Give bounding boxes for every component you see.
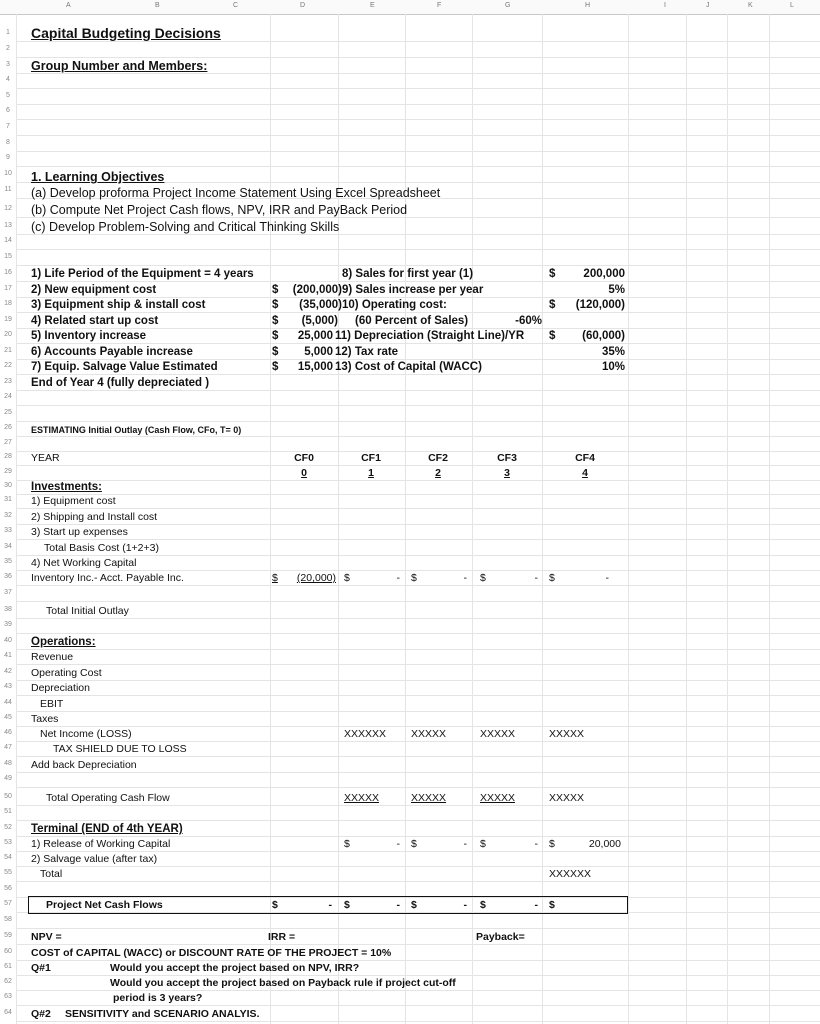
dollar-sign: $ (272, 315, 279, 327)
gridline (16, 539, 820, 540)
dollar-sign: $ (549, 268, 556, 280)
gridline (16, 265, 820, 266)
dollar-sign: $ (272, 361, 279, 373)
row-number[interactable]: 16 (4, 269, 12, 276)
row-number[interactable]: 44 (4, 699, 12, 706)
dollar-sign: $ (549, 572, 555, 584)
column-header-j[interactable]: J (706, 2, 710, 9)
row-number[interactable]: 61 (4, 963, 12, 970)
terminal-salvage: 2) Salvage value (after tax) (31, 853, 158, 865)
operations-revenue: Revenue (31, 651, 74, 663)
row-number[interactable]: 31 (4, 496, 12, 503)
gridline (16, 618, 820, 619)
row-number[interactable]: 48 (4, 760, 12, 767)
dollar-sign: $ (480, 899, 486, 911)
gridline (16, 664, 820, 665)
value-salvage[interactable]: 15,000 (297, 361, 333, 373)
row-number[interactable]: 23 (4, 378, 12, 385)
row-number[interactable]: 13 (4, 222, 12, 229)
operations-heading: Operations: (31, 636, 96, 648)
row-number[interactable]: 47 (4, 744, 12, 751)
net-cf2[interactable]: - (463, 899, 467, 911)
row-number[interactable]: 35 (4, 558, 12, 565)
project-net-cash-flows: Project Net Cash Flows (46, 899, 163, 911)
investment-shipping: 2) Shipping and Install cost (31, 511, 158, 523)
net-income-cf1[interactable]: XXXXXX (344, 728, 387, 740)
row-number[interactable]: 18 (4, 300, 12, 307)
gridline (16, 343, 820, 344)
cf4-header: CF4 (575, 452, 595, 464)
row-number[interactable]: 19 (4, 316, 12, 323)
group-members-label: Group Number and Members: (31, 59, 208, 73)
row-number[interactable]: 28 (4, 453, 12, 460)
question-2-label: Q#2 (31, 1008, 51, 1020)
objective-c: (c) Develop Problem-Solving and Critical Thinking Skills (31, 220, 340, 234)
release-cf1[interactable]: - (396, 838, 400, 850)
release-cf2[interactable]: - (463, 838, 467, 850)
dollar-sign: $ (272, 299, 279, 311)
investment-inventory-payable: Inventory Inc.- Acct. Payable Inc. (31, 572, 184, 584)
release-cf4[interactable]: 20,000 (588, 838, 621, 850)
payback-label: Payback= (476, 931, 525, 943)
gridline (16, 555, 820, 556)
operations-depreciation: Depreciation (31, 682, 90, 694)
year-1: 1 (368, 467, 374, 479)
row-number[interactable]: 41 (4, 652, 12, 659)
dollar-sign: $ (411, 899, 417, 911)
row-number[interactable]: 9 (6, 154, 10, 161)
gridline (16, 281, 820, 282)
value-startup-cost[interactable]: (5,000) (301, 315, 338, 327)
gridline (16, 787, 820, 788)
row-number[interactable]: 6 (6, 107, 10, 114)
row-number[interactable]: 51 (4, 808, 12, 815)
row-number[interactable]: 8 (6, 139, 10, 146)
question-2a: SENSITIVITY and SCENARIO ANALYIS. (65, 1008, 260, 1020)
operations-net-income: Net Income (LOSS) (40, 728, 132, 740)
value-inventory[interactable]: 25,000 (297, 330, 333, 342)
year-2: 2 (435, 467, 441, 479)
row-number[interactable]: 55 (4, 869, 12, 876)
gridline (16, 524, 820, 525)
input-operating-cost-note: (60 Percent of Sales) (355, 315, 469, 327)
value-equipment-cost[interactable]: (200,000) (292, 284, 342, 296)
dollar-sign: $ (549, 838, 555, 850)
row-number[interactable]: 57 (4, 900, 12, 907)
npv-label: NPV = (31, 931, 62, 943)
question-1a: Would you accept the project based on NPV, IRR? (110, 962, 360, 974)
row-number[interactable]: 58 (4, 916, 12, 923)
gridline (16, 649, 820, 650)
column-header-i[interactable]: I (664, 2, 666, 9)
nwc-cf1-value[interactable]: - (396, 572, 400, 584)
input-operating-cost: 10) Operating cost: (342, 299, 447, 311)
row-number[interactable]: 29 (4, 468, 12, 475)
nwc-cf0-value[interactable]: (20,000) (296, 572, 336, 584)
question-1c: period is 3 years? (113, 992, 203, 1004)
toc-cf1[interactable]: XXXXX (344, 792, 380, 804)
dollar-sign: $ (272, 284, 279, 296)
initial-outlay-heading-1: ESTIMATING (31, 425, 86, 435)
year-label: YEAR (31, 452, 60, 464)
terminal-heading: Terminal (END of 4th YEAR) (31, 823, 183, 835)
cf0-header: CF0 (294, 452, 314, 464)
row-number[interactable]: 59 (4, 932, 12, 939)
gridline (16, 695, 820, 696)
page-title: Capital Budgeting Decisions (31, 25, 221, 41)
column-header-c[interactable]: C (233, 2, 239, 9)
value-payable[interactable]: 5,000 (304, 346, 333, 358)
column-header-b[interactable]: B (155, 2, 160, 9)
toc-cf2[interactable]: XXXXX (411, 792, 447, 804)
gridline (16, 73, 820, 74)
row-number[interactable]: 40 (4, 637, 12, 644)
row-number[interactable]: 43 (4, 683, 12, 690)
investment-total-basis: Total Basis Cost (1+2+3) (44, 542, 159, 554)
value-sales-increase[interactable]: 5% (608, 284, 625, 296)
dollar-sign: $ (480, 838, 486, 850)
operations-ebit: EBIT (40, 698, 64, 710)
column-header-a[interactable]: A (66, 2, 71, 9)
gridline (16, 312, 820, 313)
row-number[interactable]: 46 (4, 729, 12, 736)
input-depreciation: 11) Depreciation (Straight Line)/YR (335, 330, 525, 342)
row-number[interactable]: 42 (4, 668, 12, 675)
row-number[interactable]: 33 (4, 527, 12, 534)
row-number[interactable]: 39 (4, 621, 12, 628)
gridline (16, 944, 820, 945)
gridline (16, 585, 820, 586)
row-number[interactable]: 32 (4, 512, 12, 519)
column-header-g[interactable]: G (505, 2, 511, 9)
net-cf1[interactable]: - (396, 899, 400, 911)
input-salvage: 7) Equip. Salvage Value Estimated (31, 361, 218, 373)
row-number[interactable]: 45 (4, 714, 12, 721)
gridline (16, 1005, 820, 1006)
dollar-sign: $ (411, 572, 417, 584)
input-startup-cost: 4) Related start up cost (31, 315, 159, 327)
operations-tax-shield: TAX SHIELD DUE TO LOSS (53, 743, 187, 755)
row-number[interactable]: 36 (4, 573, 12, 580)
investment-equipment-cost: 1) Equipment cost (31, 495, 116, 507)
row-number[interactable]: 12 (4, 205, 12, 212)
row-number[interactable]: 56 (4, 885, 12, 892)
input-salvage-note: End of Year 4 (fully depreciated ) (31, 377, 210, 389)
initial-outlay-heading (31, 423, 241, 437)
gridline (16, 711, 820, 712)
input-tax-rate: 12) Tax rate (335, 346, 399, 358)
gridline (16, 217, 820, 218)
gridline (16, 234, 820, 235)
operations-taxes: Taxes (31, 713, 59, 725)
gridline (16, 405, 820, 406)
row-number[interactable]: 21 (4, 347, 12, 354)
nwc-cf2-value[interactable]: - (463, 572, 467, 584)
cf1-header: CF1 (361, 452, 381, 464)
dollar-sign: $ (411, 838, 417, 850)
nwc-cf3-value[interactable]: - (534, 572, 538, 584)
dollar-sign: $ (549, 299, 556, 311)
objectives-heading: 1. Learning Objectives (31, 170, 165, 184)
gridline (16, 421, 820, 422)
gridline (16, 480, 820, 481)
year-4: 4 (582, 467, 588, 479)
gridline (16, 119, 820, 120)
row-number[interactable]: 50 (4, 793, 12, 800)
total-operating-cash-flow: Total Operating Cash Flow (46, 792, 170, 804)
gridline (16, 374, 820, 375)
gridline (16, 57, 820, 58)
year-0: 0 (301, 467, 307, 479)
investment-startup: 3) Start up expenses (31, 526, 128, 538)
dollar-sign: $ (344, 572, 350, 584)
gridline (16, 633, 820, 634)
initial-outlay-heading-2: Initial Outlay (Cash Flow, CFo, T= 0) (88, 425, 242, 435)
gridline (16, 494, 820, 495)
dollar-sign: $ (272, 572, 278, 584)
row-number[interactable]: 54 (4, 854, 12, 861)
row-number[interactable]: 11 (4, 186, 12, 193)
gridline (16, 866, 820, 867)
gridline (16, 88, 820, 89)
input-equipment-cost: 2) New equipment cost (31, 284, 157, 296)
question-1-label: Q#1 (31, 962, 51, 974)
row-number[interactable]: 34 (4, 543, 12, 550)
net-income-cf2[interactable]: XXXXX (411, 728, 447, 740)
dollar-sign: $ (272, 330, 279, 342)
year-3: 3 (504, 467, 510, 479)
terminal-release-wc: 1) Release of Working Capital (31, 838, 171, 850)
input-inventory: 5) Inventory increase (31, 330, 147, 342)
net-cf3[interactable]: - (534, 899, 538, 911)
net-income-cf4[interactable]: XXXXX (549, 728, 585, 740)
row-number[interactable]: 4 (6, 76, 10, 83)
operations-add-back: Add back Depreciation (31, 759, 137, 771)
row-number[interactable]: 1 (6, 29, 10, 36)
value-ship-install[interactable]: (35,000) (299, 299, 342, 311)
value-tax-rate[interactable]: 35% (601, 346, 625, 358)
column-header-bar (0, 0, 820, 15)
gridline (16, 508, 820, 509)
dollar-sign: $ (549, 330, 556, 342)
input-sales-increase: 9) Sales increase per year (342, 284, 484, 296)
objective-a: (a) Develop proforma Project Income Statement Using Excel Spreadsheet (31, 186, 441, 200)
input-payable: 6) Accounts Payable increase (31, 346, 193, 358)
input-sales-first-year: 8) Sales for first year (1) (342, 268, 474, 280)
cf2-header: CF2 (428, 452, 448, 464)
gridline (16, 151, 820, 152)
gridline (16, 680, 820, 681)
operations-operating-cost: Operating Cost (31, 667, 102, 679)
row-number[interactable]: 17 (4, 285, 12, 292)
investment-nwc: 4) Net Working Capital (31, 557, 137, 569)
gridline (16, 1021, 820, 1022)
row-number[interactable]: 22 (4, 362, 12, 369)
terminal-total-cf4[interactable]: XXXXXX (549, 868, 592, 880)
row-number[interactable]: 37 (4, 589, 12, 596)
gridline (16, 104, 820, 105)
net-income-cf3[interactable]: XXXXX (480, 728, 516, 740)
row-number[interactable]: 62 (4, 978, 12, 985)
release-cf3[interactable]: - (534, 838, 538, 850)
row-number[interactable]: 3 (6, 61, 10, 68)
dollar-sign: $ (272, 346, 279, 358)
dollar-sign: $ (480, 572, 486, 584)
row-number[interactable]: 25 (4, 409, 12, 416)
value-wacc[interactable]: 10% (601, 361, 625, 373)
dollar-sign: $ (549, 899, 555, 911)
row-number[interactable]: 60 (4, 948, 12, 955)
net-cf0[interactable]: - (328, 899, 332, 911)
row-number[interactable]: 49 (4, 775, 12, 782)
cost-of-capital-note: COST of CAPITAL (WACC) or DISCOUNT RATE OF THE PROJECT = 10% (31, 947, 392, 959)
row-number[interactable]: 2 (6, 45, 10, 52)
total-initial-outlay: Total Initial Outlay (46, 605, 129, 617)
row-number[interactable]: 5 (6, 92, 10, 99)
row-number[interactable]: 27 (4, 439, 12, 446)
row-number[interactable]: 52 (4, 824, 12, 831)
row-number[interactable]: 63 (4, 993, 12, 1000)
value-operating-cost[interactable]: (120,000) (575, 299, 625, 311)
row-number[interactable]: 53 (4, 839, 12, 846)
value-operating-pct[interactable]: -60% (515, 315, 542, 327)
gridline (16, 881, 820, 882)
value-sales-first-year[interactable]: 200,000 (583, 268, 625, 280)
column-header-d[interactable]: D (300, 2, 306, 9)
gridline (16, 601, 820, 602)
gridline (16, 166, 820, 167)
toc-cf3[interactable]: XXXXX (480, 792, 516, 804)
objective-b: (b) Compute Net Project Cash flows, NPV, IRR and PayBack Period (31, 203, 408, 217)
gridline (16, 41, 820, 42)
dollar-sign: $ (344, 838, 350, 850)
gridline (16, 805, 820, 806)
gridline (16, 390, 820, 391)
question-1b: Would you accept the project based on Payback rule if project cut-off (110, 977, 456, 989)
row-number[interactable]: 64 (4, 1009, 12, 1016)
row-number[interactable]: 24 (4, 393, 12, 400)
toc-cf4[interactable]: XXXXX (549, 792, 585, 804)
gridline (16, 756, 820, 757)
row-number[interactable]: 26 (4, 424, 12, 431)
irr-label: IRR = (268, 931, 296, 943)
gridline (16, 928, 820, 929)
cf3-header: CF3 (497, 452, 517, 464)
terminal-total: Total (40, 868, 63, 880)
gridline (16, 772, 820, 773)
input-life-period: 1) Life Period of the Equipment = 4 years (31, 268, 254, 280)
row-number[interactable]: 20 (4, 331, 12, 338)
column-header-e[interactable]: E (370, 2, 375, 9)
input-ship-install: 3) Equipment ship & install cost (31, 299, 206, 311)
column-header-h[interactable]: H (585, 2, 591, 9)
row-number[interactable]: 14 (4, 237, 12, 244)
value-depreciation[interactable]: (60,000) (582, 330, 625, 342)
row-number[interactable]: 38 (4, 606, 12, 613)
investments-heading: Investments: (31, 481, 102, 493)
gridline (16, 820, 820, 821)
row-number[interactable]: 10 (4, 170, 12, 177)
dollar-sign: $ (344, 899, 350, 911)
gridline (16, 249, 820, 250)
column-header-f[interactable]: F (437, 2, 442, 9)
dollar-sign: $ (272, 899, 278, 911)
nwc-cf4-value[interactable]: - (605, 572, 609, 584)
column-header-k[interactable]: K (748, 2, 753, 9)
row-number[interactable]: 15 (4, 253, 12, 260)
row-number[interactable]: 7 (6, 123, 10, 130)
column-header-l[interactable]: L (790, 2, 794, 9)
gridline (16, 135, 820, 136)
input-wacc: 13) Cost of Capital (WACC) (335, 361, 482, 373)
row-number[interactable]: 30 (4, 482, 12, 489)
